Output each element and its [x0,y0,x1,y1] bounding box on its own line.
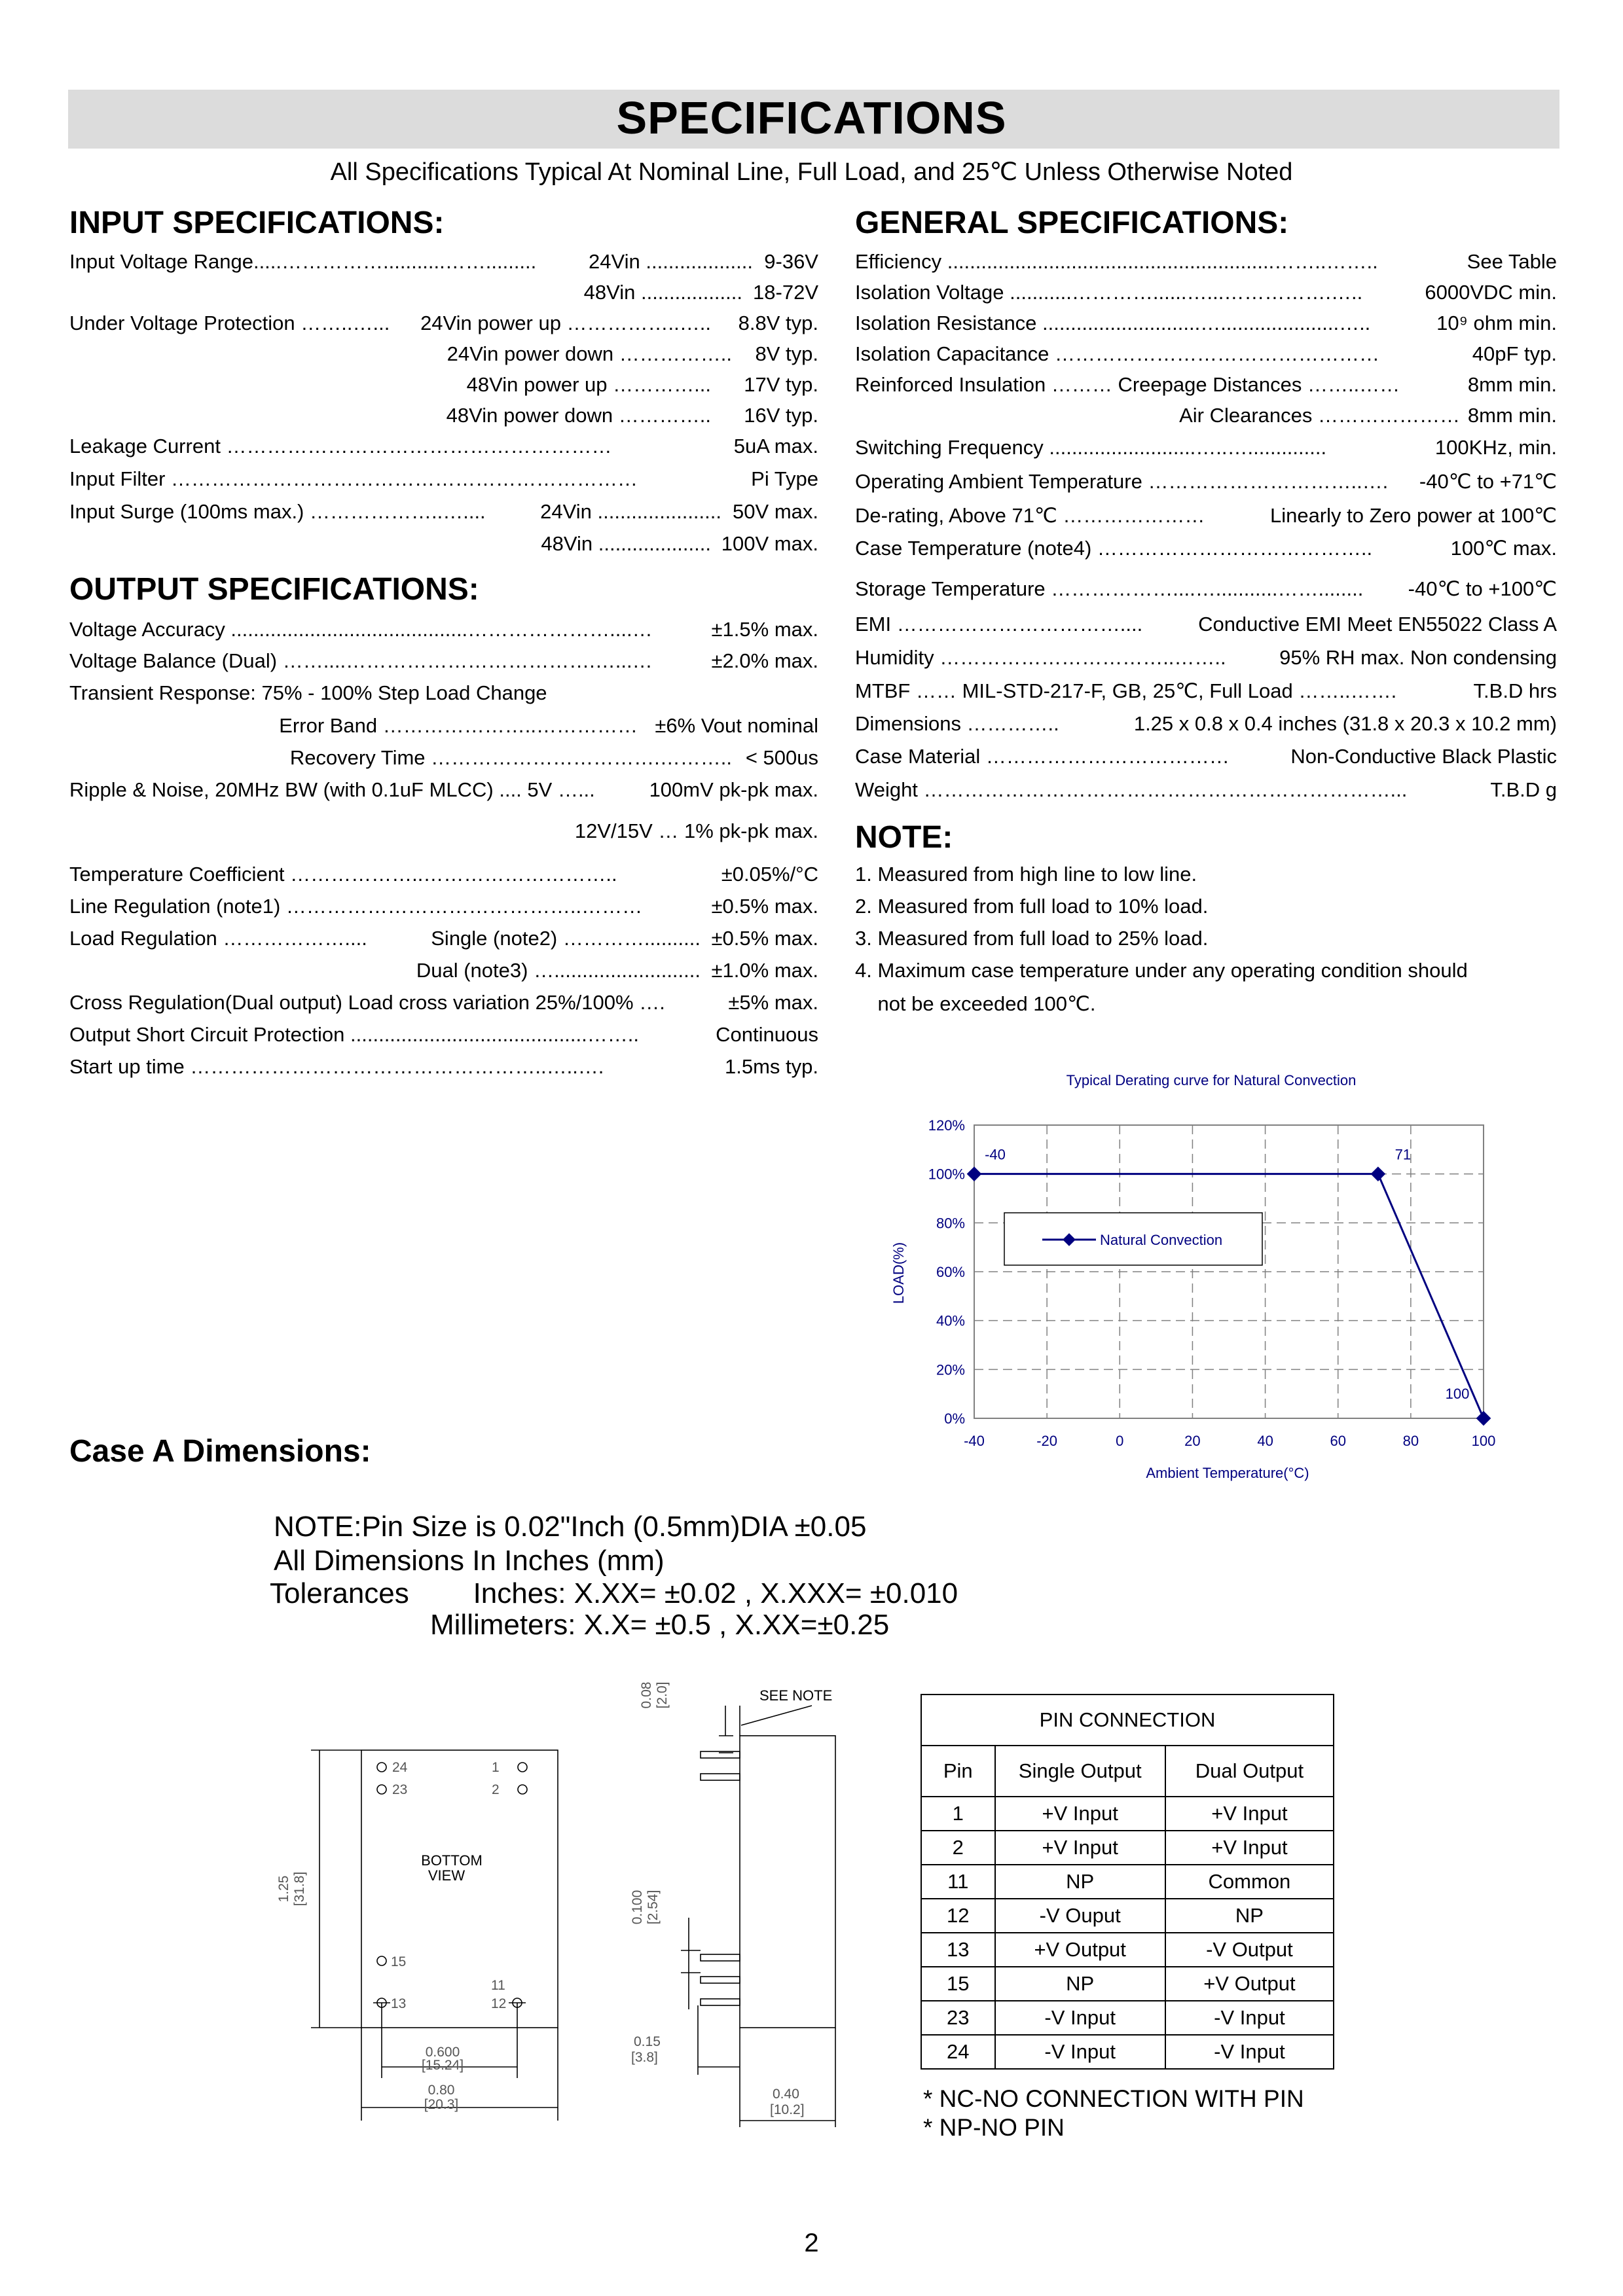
spec-condition: Single (note2) ………….......... [69,925,701,952]
spec-value: ±0.5% max. [69,925,818,952]
spec-value: 40pF typ. [855,341,1557,367]
table-cell: +V Input [995,1831,1165,1865]
pin-label: 24 [392,1760,408,1775]
table-cell: -V Input [995,2001,1165,2035]
spec-condition: 24Vin power down …………….. [69,341,732,367]
page-subtitle: All Specifications Typical At Nominal Line, Full Load, and 25℃ Unless Otherwise Noted [330,158,1293,186]
spec-label: Weight ……………………………………………………………... [855,778,1408,801]
spec-value: 12V/15V … 1% pk-pk max. [69,818,818,844]
spec-value: 8V typ. [69,341,818,367]
page-number: 2 [804,2229,819,2257]
table-cell: +V Output [995,1933,1165,1967]
table-row [921,1899,1334,1933]
table-cell: -V Input [995,2035,1165,2069]
side-view-labels [630,1682,832,2117]
spec-value: See Table [855,249,1557,275]
spec-value: 100V max. [69,531,818,557]
spec-value: 10⁹ ohm min. [855,310,1557,336]
spec-label: Cross Regulation(Dual output) Load cross variation 25%/100% …. [69,991,665,1014]
table-cell: 1 [921,1797,995,1831]
spec-label: Ripple & Noise, 20MHz BW (with 0.1uF MLCC) .... 5V …... [69,778,595,801]
spec-condition: 48Vin power up …………... [69,372,711,398]
table-cell: -V Input [1165,2001,1334,2035]
table-cell: 15 [921,1967,995,2001]
spec-value: Linearly to Zero power at 100℃ [855,503,1557,529]
bottom-view-label: BOTTOM [421,1852,483,1869]
x-tick-label: 20 [1184,1433,1201,1449]
column-header: Single Output [995,1746,1165,1797]
table-cell: NP [1165,1899,1334,1933]
table-cell: NP [995,1967,1165,2001]
spec-value: 1.5ms typ. [69,1054,818,1080]
x-tick-label: -20 [1036,1433,1058,1449]
spec-value: 6000VDC min. [855,279,1557,306]
table-row [921,1831,1334,1865]
spec-value: 50V max. [69,499,818,525]
note-item: 1. Measured from high line to low line. [855,863,1197,886]
y-tick-label: 120% [928,1117,965,1134]
spec-label: Efficiency ..........................................................……..…….. [855,250,1378,273]
spec-value: 100mV pk-pk max. [69,777,818,803]
spec-label: Operating Ambient Temperature …………………………..…. [855,470,1389,493]
spec-label: Input Voltage Range.....……………...........……......... [69,250,537,273]
pin-length-dim: [3.8] [631,2050,658,2065]
footnote-np: * NP-NO PIN [923,2114,1065,2141]
pin-length-dim: 0.15 [634,2034,661,2049]
general-spec-heading: GENERAL SPECIFICATIONS: [855,206,1289,240]
y-tick-label: 40% [936,1312,965,1329]
pin-label: 2 [492,1782,500,1797]
pin-label: 23 [392,1782,408,1797]
y-tick-label: 60% [936,1264,965,1280]
side-view [681,1706,835,2127]
spec-value: ±6% Vout nominal [69,713,818,739]
table-cell: NP [995,1865,1165,1899]
spec-value: Pi Type [69,466,818,492]
spec-value: ±0.5% max. [69,893,818,920]
data-label: -40 [985,1146,1006,1163]
spec-label: Isolation Resistance ............................….....................….. [855,312,1371,334]
x-tick-label: 60 [1330,1433,1346,1449]
spec-value: 16V typ. [69,403,818,429]
spec-value: ±5% max. [69,990,818,1016]
spec-value: 8.8V typ. [69,310,818,336]
spec-condition: 48Vin .................. [69,279,742,306]
pin-label: 15 [391,1954,407,1969]
pin-label: 11 [491,1978,505,1993]
spec-label: Storage Temperature ………………....…...........……........ [855,577,1364,600]
pitch-dim: [2.54] [646,1890,661,1925]
spec-label: EMI …………………………….... [855,613,1143,636]
note-item: 2. Measured from full load to 10% load. [855,895,1209,918]
table-cell: +V Input [1165,1797,1334,1831]
spec-value: 100℃ max. [855,535,1557,562]
note-item: 4. Maximum case temperature under any operating condition should [855,959,1468,982]
table-cell: Common [1165,1865,1334,1899]
pin-label: 13 [391,1996,407,2011]
depth-dim: [10.2] [770,2102,805,2117]
chart-x-ticks [964,1433,1495,1449]
spec-condition: 48Vin .................... [69,531,711,557]
spec-condition: 24Vin power up ……………..….. [69,310,711,336]
table-cell: +V Output [1165,1967,1334,2001]
case-dimensions-heading: Case A Dimensions: [69,1434,371,1469]
spec-value: 100KHz, min. [855,435,1557,461]
case-drawing [249,1643,877,2140]
chart-grid [974,1125,1484,1418]
table-cell: -V Ouput [995,1899,1165,1933]
data-label: 71 [1395,1146,1412,1163]
table-row [921,2001,1334,2035]
spec-label: Isolation Voltage ...........…………......…...…………….….. [855,281,1363,304]
units-note: All Dimensions In Inches (mm) [274,1545,665,1577]
depth-dim: 0.40 [773,2087,799,2102]
bottom-view-labels [276,1760,506,2112]
spec-value: T.B.D g [855,777,1557,803]
spec-label: MTBF …… MIL-STD-217-F, GB, 25℃, Full Load ……..……. [855,679,1397,702]
spec-condition: 24Vin ................... [69,249,753,275]
spec-value: 9-36V [69,249,818,275]
table-cell: -V Output [1165,1933,1334,1967]
spec-label: Voltage Balance (Dual) ……....……………………………….…...… [69,649,653,672]
spec-condition: 48Vin power down ………….. [69,403,711,429]
table-cell: +V Input [1165,1831,1334,1865]
chart-title: Typical Derating curve for Natural Convection [1066,1072,1357,1088]
table-row [921,1797,1334,1831]
pin-label: 1 [492,1760,500,1775]
derating-chart [871,1060,1525,1486]
spec-value: 17V typ. [69,372,818,398]
table-cell: -V Input [1165,2035,1334,2069]
y-tick-label: 80% [936,1215,965,1232]
chart-y-ticks [928,1117,965,1427]
x-tick-label: 0 [1116,1433,1124,1449]
spec-value: 8mm min. [855,403,1557,429]
spec-value: ±2.0% max. [69,648,818,674]
spec-value: Conductive EMI Meet EN55022 Class A [855,611,1557,637]
spec-label: Under Voltage Protection ……..…... [69,312,390,334]
spec-label: Input Surge (100ms max.) ………………..….... [69,500,486,523]
pin-connection-table [921,1694,1334,2070]
spec-label: Start up time ……………………………………………..…..…. [69,1055,604,1078]
page-title: SPECIFICATIONS [616,92,1007,143]
x-tick-label: 40 [1257,1433,1273,1449]
spec-label: Isolation Capacitance ………………………………………… [855,342,1380,365]
width-dim: 0.600 [425,2045,460,2060]
table-cell: 12 [921,1899,995,1933]
data-label: 100 [1445,1386,1470,1402]
chart-x-label: Ambient Temperature(°C) [1146,1465,1309,1481]
spec-label: Temperature Coefficient ………………..……………………….. [69,863,617,886]
x-tick-label: 100 [1471,1433,1496,1449]
table-cell: 23 [921,2001,995,2035]
spec-value: < 500us [69,745,818,771]
spec-condition: Dual (note3) ….......................... [69,958,701,984]
spec-value: ±0.05%/°C [69,861,818,888]
column-header: Pin [921,1746,995,1797]
pin-table-title: PIN CONNECTION [921,1695,1334,1746]
spec-label: Transient Response: 75% - 100% Step Load Change [69,681,547,704]
input-spec-heading: INPUT SPECIFICATIONS: [69,206,445,240]
width-dim: [20.3] [424,2097,459,2112]
table-cell: +V Input [995,1797,1165,1831]
spec-condition: 24Vin ...................... [69,499,721,525]
spec-label: Dimensions ………….. [855,712,1059,735]
table-row [921,1967,1334,2001]
spec-label: Input Filter …………………………………………………………… [69,467,638,490]
table-cell: 2 [921,1831,995,1865]
bottom-view-label: VIEW [428,1867,465,1884]
spec-label: Output Short Circuit Protection ..........................................…….. [69,1023,639,1046]
y-tick-label: 0% [944,1410,965,1427]
spec-condition: Recovery Time …………………………….……….. [69,745,732,771]
pitch-dim: 0.100 [630,1890,645,1925]
footnote-nc: * NC-NO CONNECTION WITH PIN [923,2085,1304,2112]
spec-value: ±1.5% max. [69,617,818,643]
spec-label: Line Regulation (note1) ……………………………………..……… [69,895,643,918]
spec-value: Non-Conductive Black Plastic [855,744,1557,770]
x-tick-label: 80 [1402,1433,1419,1449]
spec-label: Leakage Current ………………………………………………… [69,435,612,457]
table-cell: 24 [921,2035,995,2069]
height-dim: 1.25 [276,1875,291,1903]
spec-value: -40℃ to +71℃ [855,469,1557,495]
table-cell: 13 [921,1933,995,1967]
spec-condition: Error Band …………………..…………… [69,713,638,739]
spec-value: 18-72V [69,279,818,306]
see-note-label: SEE NOTE [759,1687,833,1704]
spec-label: De-rating, Above 71℃ ………………… [855,504,1205,527]
x-tick-label: -40 [964,1433,985,1449]
spec-value: Continuous [69,1022,818,1048]
spec-value: 95% RH max. Non condensing [855,645,1557,671]
spec-value: 8mm min. [855,372,1557,398]
legend-entry: Natural Convection [1100,1232,1223,1248]
spec-label: Voltage Accuracy ..........................................…………………....… [69,618,653,641]
spec-value: 5uA max. [69,433,818,459]
pin-label: 12 [491,1996,507,2011]
note-heading: NOTE: [855,820,953,855]
spec-label: Load Regulation ……………….... [69,927,367,950]
pin-size-note: NOTE:Pin Size is 0.02"Inch (0.5mm)DIA ±0.05 [274,1511,867,1543]
spec-label: Reinforced Insulation ……… Creepage Distances ……..…… [855,373,1400,396]
spec-value: ±1.0% max. [69,958,818,984]
spec-value: -40℃ to +100℃ [855,576,1557,602]
table-cell: 11 [921,1865,995,1899]
spec-condition: Air Clearances ………………… [855,403,1460,429]
width-dim: 0.80 [428,2083,455,2098]
note-item: not be exceeded 100℃. [855,992,1096,1015]
table-row [921,2035,1334,2069]
pin-offset-dim: 0.08 [639,1681,654,1709]
width-dim: [15.24] [421,2058,464,2073]
chart-y-label: LOAD(%) [890,1242,907,1304]
spec-label: Switching Frequency ..........................…..….............. [855,436,1327,459]
pin-offset-dim: [2.0] [655,1681,670,1709]
y-tick-label: 100% [928,1166,965,1183]
spec-value: T.B.D hrs [855,678,1557,704]
spec-label: Case Temperature (note4) ………………………………….. [855,537,1373,560]
table-row [921,1933,1334,1967]
tolerance-mm: Millimeters: X.X= ±0.5 , X.XX=±0.25 [430,1609,890,1641]
tolerance-inches: Tolerances Inches: X.XX= ±0.02 , X.XXX= ±0.010 [270,1577,958,1609]
note-item: 3. Measured from full load to 25% load. [855,927,1209,950]
spec-value: 1.25 x 0.8 x 0.4 inches (31.8 x 20.3 x 10.2 mm) [855,711,1557,737]
column-header: Dual Output [1165,1746,1334,1797]
spec-label: Case Material ……………………………… [855,745,1230,768]
y-tick-label: 20% [936,1361,965,1378]
spec-label: Humidity ……………………………..…….. [855,646,1226,669]
height-dim: [31.8] [292,1871,307,1907]
chart-legend [1004,1213,1262,1265]
output-spec-heading: OUTPUT SPECIFICATIONS: [69,572,479,607]
table-row [921,1865,1334,1899]
